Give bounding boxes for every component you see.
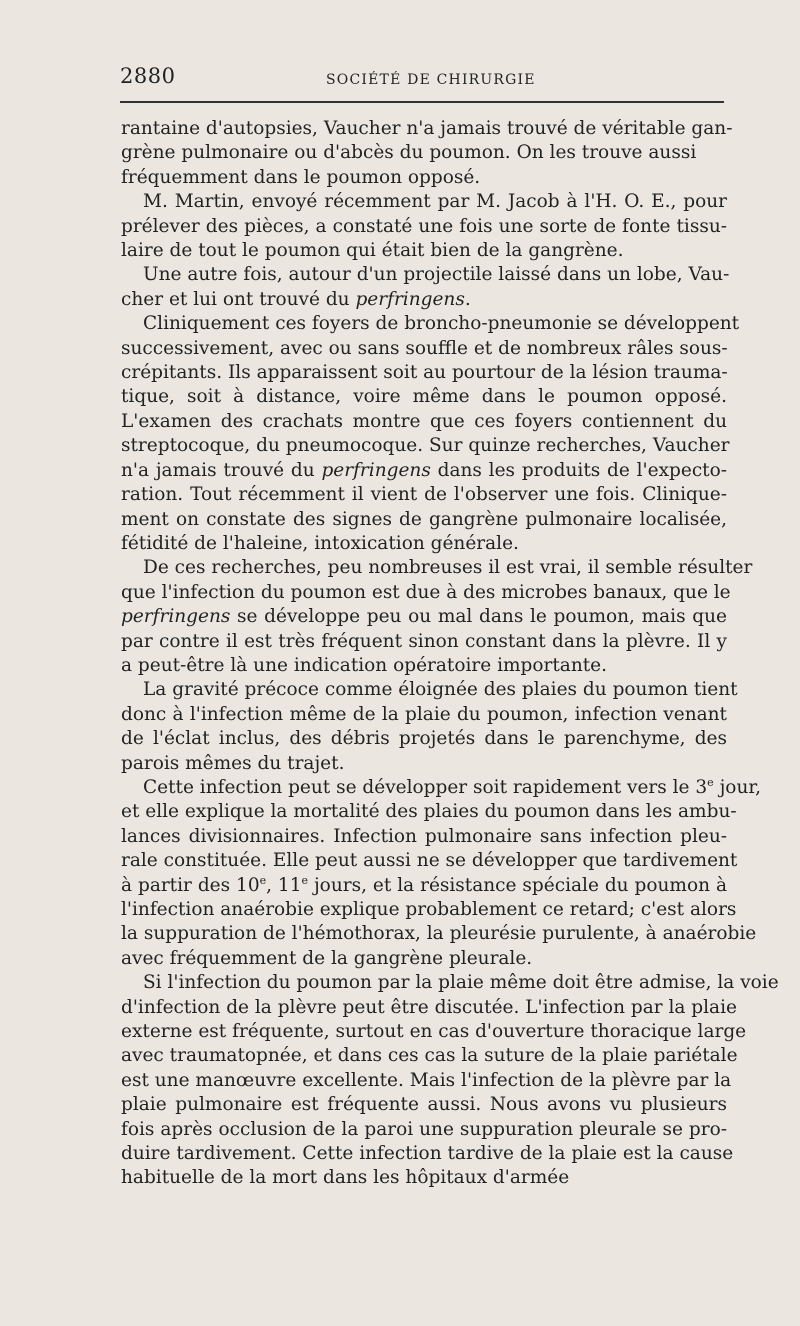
- text-segment: donc à l'infection même de la plaie du poumon, infection venant: [121, 703, 727, 725]
- text-segment: Une autre fois, autour d'un projectile laissé dans un lobe, Vau-: [143, 264, 730, 286]
- text-line: [121, 312, 740, 336]
- text-segment: avec traumatopnée, et dans ces cas la suture de la plaie pariétale: [121, 1045, 738, 1067]
- text-line: [121, 117, 733, 141]
- italic-term: perfringens: [121, 606, 231, 628]
- text-segment: grène pulmonaire ou d'abcès du poumon. On les trouve aussi: [121, 142, 697, 164]
- text-line: [121, 190, 727, 214]
- text-segment: rantaine d'autopsies, Vaucher n'a jamais trouvé de véritable gan-: [121, 118, 733, 139]
- text-line: [121, 947, 727, 971]
- text-segment: fois après occlusion de la paroi une suppuration pleurale se pro-: [121, 1118, 727, 1140]
- text-segment: la suppuration de l'hémothorax, la pleurésie purulente, à anaérobie: [121, 923, 757, 945]
- text-line: [121, 849, 738, 873]
- text-line: [121, 1044, 738, 1068]
- text-line: [121, 239, 727, 263]
- text-segment: prélever des pièces, a constaté une fois une sorte de fonte tissu-: [121, 215, 727, 237]
- text-line: [121, 1166, 727, 1190]
- text-line: [121, 630, 727, 654]
- running-title: SOCIÉTÉ DE CHIRURGIE: [326, 72, 536, 88]
- text-segment: laire de tout le poumon qui était bien de la gangrène.: [121, 240, 624, 262]
- text-line: [121, 581, 731, 605]
- italic-term: perfringens: [321, 459, 431, 481]
- text-line: [121, 874, 727, 898]
- text-line: [121, 1093, 727, 1117]
- text-line: [121, 654, 727, 678]
- text-line: [121, 775, 762, 800]
- text-line: [121, 459, 727, 483]
- text-segment: se développe peu ou mal dans le poumon, mais que: [230, 606, 727, 628]
- text-segment: jours, et la résistance spéciale du poumon à: [308, 874, 727, 896]
- header-rule: [120, 101, 724, 103]
- text-line: [121, 508, 727, 532]
- superscript: e: [259, 873, 267, 887]
- text-line: [121, 752, 727, 776]
- text-line: [121, 483, 727, 507]
- text-segment: avec fréquemment de la gangrène pleurale.: [121, 947, 533, 969]
- text-segment: n'a jamais trouvé du: [121, 459, 322, 481]
- text-segment: par contre il est très fréquent sinon constant dans la plèvre. Il y: [121, 630, 727, 652]
- text-line: [121, 361, 727, 385]
- text-line: [121, 141, 727, 165]
- text-line: [121, 263, 730, 287]
- page-header: [120, 64, 725, 96]
- text-segment: externe est fréquente, surtout en cas d'ouverture thoracique large: [121, 1021, 747, 1043]
- text-segment: a peut-être là une indication opératoire importante.: [121, 654, 607, 676]
- superscript: e: [301, 873, 308, 887]
- text-line: [121, 605, 727, 629]
- text-segment: ment on constate des signes de gangrène pulmonaire localisée,: [121, 508, 727, 530]
- text-line: [121, 825, 727, 849]
- text-segment: crépitants. Ils apparaissent soit au pourtour de la lésion trauma-: [121, 362, 728, 384]
- text-segment: est une manœuvre excellente. Mais l'infection de la plèvre par la: [121, 1069, 732, 1091]
- text-segment: duire tardivement. Cette infection tardive de la plaie est la cause: [121, 1143, 734, 1165]
- text-segment: Cliniquement ces foyers de broncho-pneumonie se développent: [143, 313, 740, 335]
- text-segment: Si l'infection du poumon par la plaie même doit être admise, la voie: [143, 972, 779, 994]
- text-segment: De ces recherches, peu nombreuses il est vrai, il semble résulter: [143, 557, 753, 579]
- text-segment: La gravité précoce comme éloignée des plaies du poumon tient: [143, 679, 738, 701]
- text-line: [121, 434, 730, 458]
- superscript: e: [707, 775, 714, 789]
- text-segment: M. Martin, envoyé récemment par M. Jacob à l'H. O. E., pour: [143, 191, 727, 213]
- text-line: [121, 288, 727, 312]
- text-segment: , 11: [266, 874, 302, 896]
- text-segment: l'infection anaérobie explique probablement ce retard; c'est alors: [121, 899, 737, 920]
- text-segment: tique, soit à distance, voire même dans le poumon opposé.: [121, 386, 727, 408]
- text-line: [121, 703, 727, 727]
- text-line: [121, 1142, 734, 1166]
- text-line: [121, 556, 753, 580]
- text-segment: cher et lui ont trouvé du: [121, 288, 356, 310]
- text-segment: lances divisionnaires. Infection pulmonaire sans infection pleu-: [121, 825, 727, 847]
- text-segment: ration. Tout récemment il vient de l'observer une fois. Clinique-: [121, 484, 727, 506]
- text-segment: et elle explique la mortalité des plaies du poumon dans les ambu-: [121, 801, 737, 823]
- text-segment: fréquemment dans le poumon opposé.: [121, 166, 481, 188]
- text-line: [121, 996, 737, 1020]
- italic-term: perfringens: [355, 288, 465, 310]
- text-segment: L'examen des crachats montre que ces foyers contiennent du: [121, 410, 727, 432]
- text-segment: Cette infection peut se développer soit rapidement vers le 3: [143, 776, 708, 798]
- text-line: [121, 215, 727, 239]
- text-segment: habituelle de la mort dans les hôpitaux d'armée: [121, 1167, 570, 1189]
- text-line: [121, 1069, 732, 1093]
- text-segment: streptocoque, du pneumocoque. Sur quinze recherches, Vaucher: [121, 435, 730, 457]
- text-line: [121, 532, 727, 556]
- text-segment: que l'infection du poumon est due à des microbes banaux, que le: [121, 581, 731, 603]
- body-text: [121, 117, 779, 1191]
- text-line: [121, 337, 727, 361]
- text-line: [121, 166, 727, 190]
- text-segment: rale constituée. Elle peut aussi ne se développer que tardivement: [121, 850, 738, 872]
- text-line: [121, 678, 738, 702]
- text-segment: jour,: [713, 776, 762, 798]
- text-line: [121, 727, 727, 751]
- text-line: [121, 971, 779, 995]
- text-segment: dans les produits de l'expecto-: [430, 459, 727, 481]
- text-segment: fétidité de l'haleine, intoxication générale.: [121, 532, 519, 554]
- text-line: [121, 1020, 747, 1044]
- text-line: [121, 898, 737, 922]
- page-number: 2880: [120, 64, 176, 88]
- text-segment: de l'éclat inclus, des débris projetés dans le parenchyme, des: [121, 728, 727, 750]
- text-segment: plaie pulmonaire est fréquente aussi. Nous avons vu plusieurs: [121, 1094, 727, 1116]
- text-segment: .: [464, 288, 471, 310]
- text-line: [121, 922, 757, 946]
- text-line: [121, 385, 727, 409]
- text-segment: à partir des 10: [121, 874, 260, 896]
- text-line: [121, 410, 727, 434]
- text-segment: successivement, avec ou sans souffle et de nombreux râles sous-: [121, 337, 728, 359]
- text-line: [121, 800, 737, 824]
- text-segment: parois mêmes du trajet.: [121, 752, 345, 774]
- text-line: [121, 1118, 727, 1142]
- text-segment: d'infection de la plèvre peut être discutée. L'infection par la plaie: [121, 996, 737, 1018]
